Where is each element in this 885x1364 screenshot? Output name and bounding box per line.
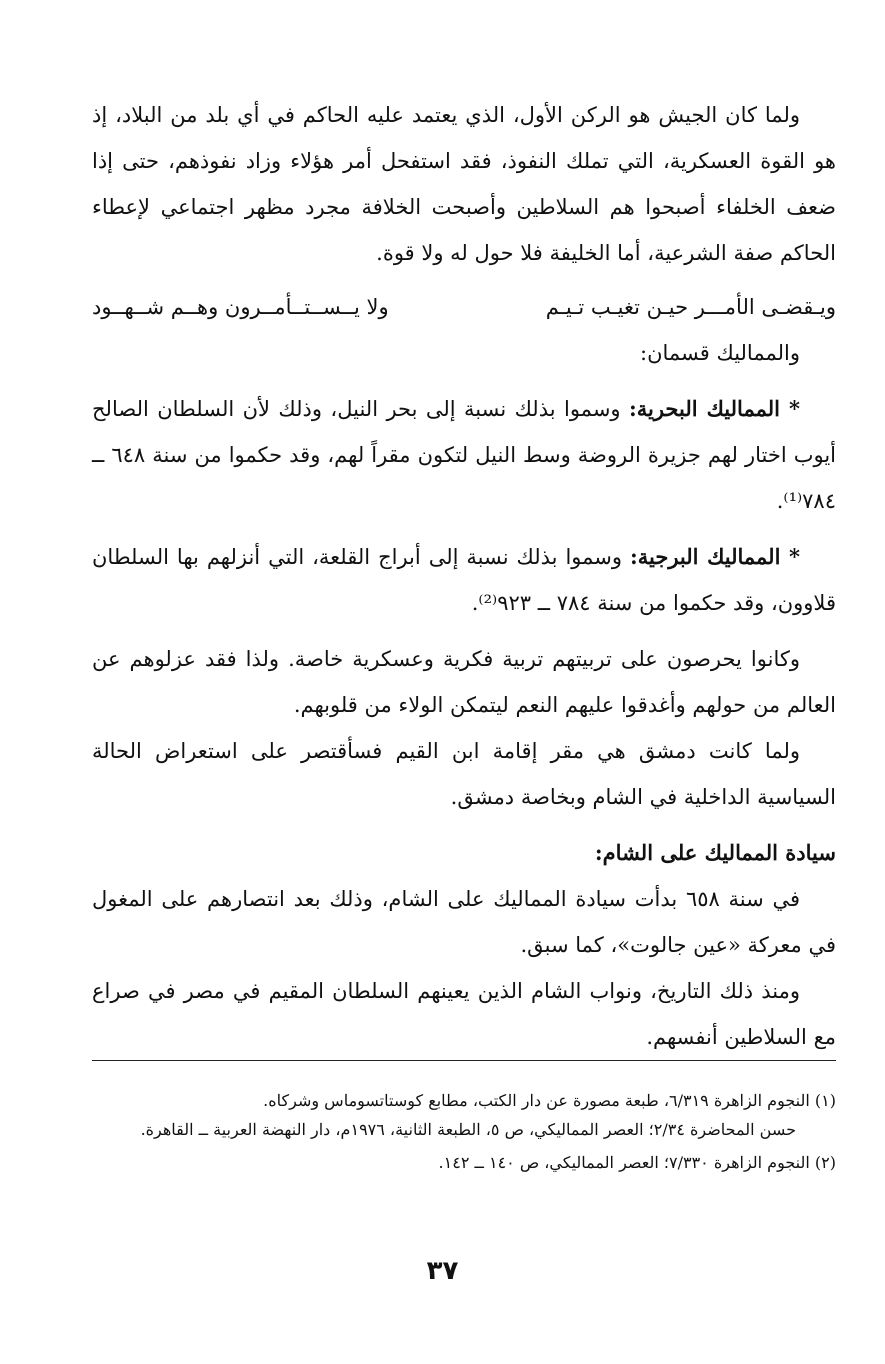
- paragraph-sovereignty: في سنة ٦٥٨ بدأت سيادة المماليك على الشام، وذلك بعد انتصارهم على المغول في معركة «عين جالوت»، كما سبق.: [92, 887, 836, 957]
- footnotes: [92, 1086, 836, 1177]
- paragraph-burji: [92, 534, 836, 626]
- verse-second-hemistich: ولا يــســتــأمــرون وهــم شــهــود: [92, 295, 389, 319]
- bahri-label: * المماليك البحرية:: [628, 396, 800, 421]
- paragraph-damascus: ولما كانت دمشق هي مقر إقامة ابن القيم فسأقتصر على استعراض الحالة السياسية الداخلية في الشام وبخاصة دمشق.: [92, 739, 836, 809]
- verse-first-hemistich: ويـقضـى الأمـــر حيـن تغيـب تـيـم: [545, 295, 836, 319]
- paragraph-upbringing: وكانوا يحرصون على تربيتهم تربية فكرية وعسكرية خاصة. ولذا فقد عزلوهم عن العالم من حولهم وأغدقوا عليهم النعم ليتمكن الولاء من قلوبهم.: [92, 647, 836, 717]
- poetry-verse: [92, 284, 836, 330]
- paragraph-bahri: [92, 386, 836, 524]
- main-text: [92, 92, 836, 1060]
- paragraph-mamluk-types: والمماليك قسمان:: [640, 341, 800, 365]
- burji-label: * المماليك البرجية:: [629, 544, 800, 569]
- footnote-divider: [92, 1060, 836, 1061]
- footnote-1-continuation: حسن المحاضرة ٢/٣٤؛ العصر المماليكي، ص ٥، الطبعة الثانية، ١٩٧٦م، دار النهضة العربية ــ القاهرة.: [140, 1120, 796, 1139]
- section-heading: سيادة المماليك على الشام:: [594, 840, 836, 865]
- bahri-text: وسموا بذلك نسبة إلى بحر النيل، وذلك لأن السلطان الصالح أيوب اختار لهم جزيرة الروضة وسط النيل لتكون مقراً لهم، وقد حكموا من سنة ٦٤٨ ــ ٧٨٤⁽¹⁾.: [92, 397, 836, 513]
- footnote-2: (٢) النجوم الزاهرة ٧/٣٣٠؛ العصر المماليكي، ص ١٤٠ ــ ١٤٢.: [438, 1153, 836, 1172]
- paragraph-conflict: ومنذ ذلك التاريخ، ونواب الشام الذين يعينهم السلطان المقيم في مصر في صراع مع السلاطين أنفسهم.: [92, 979, 836, 1049]
- paragraph-army: ولما كان الجيش هو الركن الأول، الذي يعتمد عليه الحاكم في أي بلد من البلاد، إذ هو القوة العسكرية، التي تملك النفوذ، فقد استفحل أمر هؤلاء وزاد نفوذهم، حتى إذا ضعف الخلفاء أصبحوا هم السلاطين وأصبحت الخلافة مجرد مظهر اجتماعي لإعطاء الحاكم صفة الشرعية، أما الخليفة فلا حول له ولا قوة.: [92, 103, 836, 265]
- burji-text: وسموا بذلك نسبة إلى أبراج القلعة، التي أنزلهم بها السلطان قلاوون، وقد حكموا من سنة ٧٨٤ ــ ٩٢٣⁽²⁾.: [92, 545, 836, 615]
- page-number: ٣٧: [426, 1256, 459, 1286]
- footnote-1: (١) النجوم الزاهرة ٦/٣١٩، طبعة مصورة عن دار الكتب، مطابع كوستاتسوماس وشركاه.: [263, 1091, 836, 1110]
